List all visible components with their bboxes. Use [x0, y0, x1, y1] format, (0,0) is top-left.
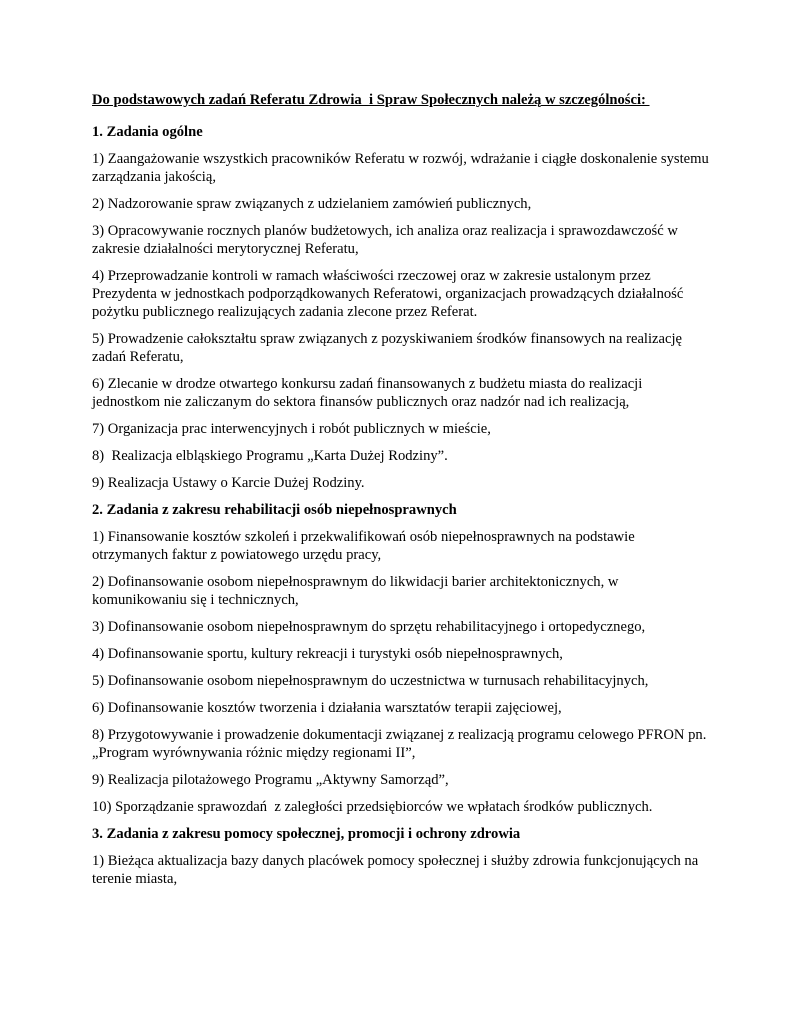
list-item: 8) Przygotowywanie i prowadzenie dokumentacji związanej z realizacją programu celowego PFRON pn. „Program wyrównywania różnic między regionami II”,	[92, 727, 710, 761]
list-item: 3) Dofinansowanie osobom niepełnosprawnym do sprzętu rehabilitacyjnego i ortopedycznego,	[92, 619, 646, 635]
section-heading-general: 1. Zadania ogólne	[92, 124, 203, 140]
list-item: 3) Opracowywanie rocznych planów budżetowych, ich analiza oraz realizacja i sprawozdawczość w zakresie działalności merytorycznej Referatu,	[92, 223, 682, 257]
list-item: 1) Zaangażowanie wszystkich pracowników Referatu w rozwój, wdrażanie i ciągłe doskonalenie systemu zarządzania jakością,	[92, 151, 713, 185]
list-item: 5) Prowadzenie całokształtu spraw związanych z pozyskiwaniem środków finansowych na realizację zadań Referatu,	[92, 331, 686, 365]
list-item: 2) Nadzorowanie spraw związanych z udzielaniem zamówień publicznych,	[92, 196, 532, 212]
list-item: 1) Bieżąca aktualizacja bazy danych placówek pomocy społecznej i służby zdrowia funkcjonujących na terenie miasta,	[92, 853, 702, 887]
section-heading-rehabilitation: 2. Zadania z zakresu rehabilitacji osób niepełnosprawnych	[92, 502, 457, 518]
document-page	[92, 91, 712, 897]
list-item: 1) Finansowanie kosztów szkoleń i przekwalifikowań osób niepełnosprawnych na podstawie otrzymanych faktur z powiatowego urzędu pracy,	[92, 529, 639, 563]
list-item: 4) Dofinansowanie sportu, kultury rekreacji i turystyki osób niepełnosprawnych,	[92, 646, 563, 662]
list-item: 10) Sporządzanie sprawozdań z zaległości przedsiębiorców we wpłatach środków publicznych.	[92, 799, 653, 815]
list-item: 2) Dofinansowanie osobom niepełnosprawnym do likwidacji barier architektonicznych, w komunikowaniu się i technicznych,	[92, 574, 623, 608]
list-item: 7) Organizacja prac interwencyjnych i robót publicznych w mieście,	[92, 421, 491, 437]
list-item: 6) Zlecanie w drodze otwartego konkursu zadań finansowanych z budżetu miasta do realizacji jednostkom nie zaliczanym do sektora finansów publicznych oraz nadzór nad ich realizacją,	[92, 376, 646, 410]
list-item: 9) Realizacja Ustawy o Karcie Dużej Rodziny.	[92, 475, 365, 491]
list-item: 5) Dofinansowanie osobom niepełnosprawnym do uczestnictwa w turnusach rehabilitacyjnych,	[92, 673, 649, 689]
document-title: Do podstawowych zadań Referatu Zdrowia i Spraw Społecznych należą w szczególności:	[92, 92, 650, 108]
list-item: 4) Przeprowadzanie kontroli w ramach właściwości rzeczowej oraz w zakresie ustalonym przez Prezydenta w jednostkach podporządkowanych Referatowi, organizacjach prowadzących działalność pożytku publicznego realizujących zadania zlecone przez Referat.	[92, 268, 687, 320]
list-item: 8) Realizacja elbląskiego Programu „Karta Dużej Rodziny”.	[92, 448, 448, 464]
list-item: 6) Dofinansowanie kosztów tworzenia i działania warsztatów terapii zajęciowej,	[92, 700, 562, 716]
section-heading-social-health: 3. Zadania z zakresu pomocy społecznej, promocji i ochrony zdrowia	[92, 826, 521, 842]
list-item: 9) Realizacja pilotażowego Programu „Aktywny Samorząd”,	[92, 772, 449, 788]
